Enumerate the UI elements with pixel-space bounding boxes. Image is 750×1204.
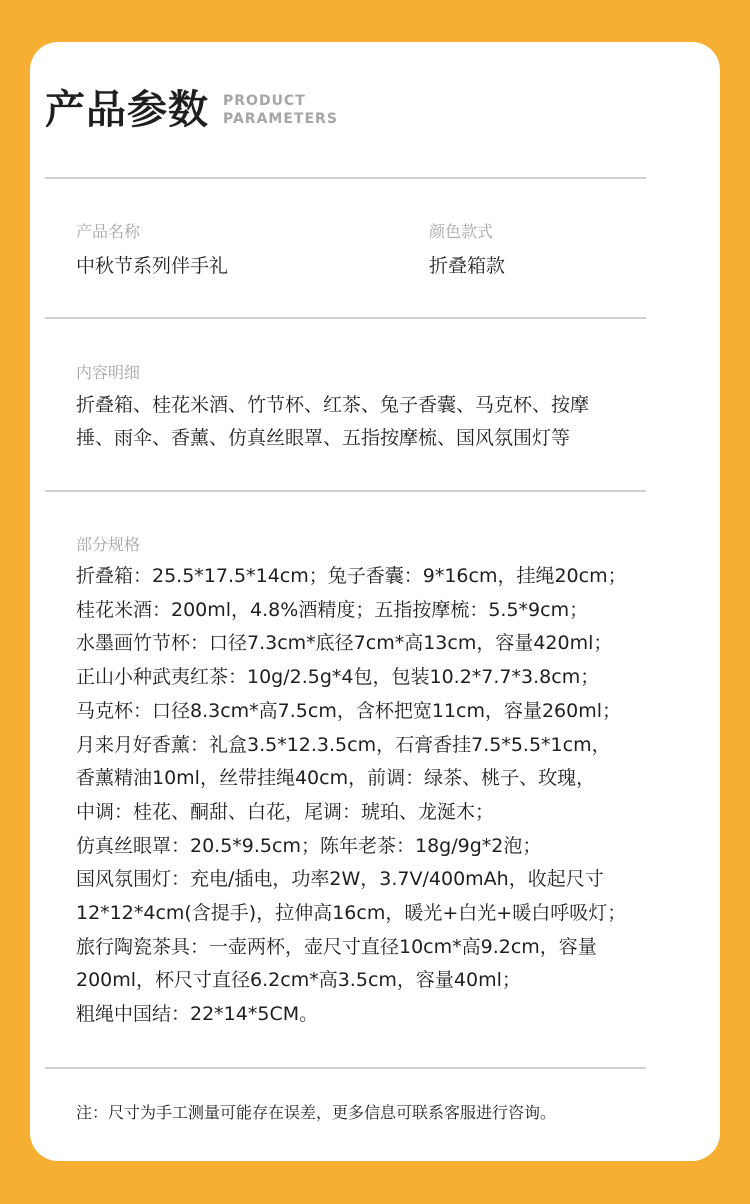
specs-line: 马克杯：口径8.3cm*高7.5cm，含杯把宽11cm，容量260ml； [76,699,622,722]
specs-line: 中调：桂花、酮甜、白花，尾调：琥珀、龙涎木； [76,800,495,823]
divider [45,317,646,319]
specs-line: 国风氛围灯：充电/插电，功率2W，3.7V/400mAh，收起尺寸 [76,868,604,891]
contents-label: 内容明细 [76,363,141,382]
page-header [45,86,338,134]
specs-text [76,560,706,1032]
subtitle-line-1: PRODUCT [223,93,306,109]
footnote: 注：尺寸为手工测量可能存在误差，更多信息可联系客服进行咨询。 [76,1103,557,1122]
contents-line: 折叠箱、桂花米酒、竹节杯、红茶、兔子香囊、马克杯、按摩 [76,394,590,416]
product-name-value: 中秋节系列伴手礼 [76,255,229,277]
divider [45,490,646,492]
contents-line: 捶、雨伞、香薰、仿真丝眼罩、五指按摩梳、国风氛围灯等 [76,427,571,449]
page-subtitle [223,92,338,128]
specs-line: 正山小种武夷红茶：10g/2.5g*4包，包装10.2*7.7*3.8cm； [76,666,600,689]
specs-line: 水墨画竹节杯：口径7.3cm*底径7cm*高13cm，容量420ml； [76,632,613,655]
specs-line: 月来月好香薰：礼盒3.5*12.3.5cm，石膏香挂7.5*5.5*1cm， [76,733,611,756]
specs-label: 部分规格 [76,535,141,554]
specs-line: 旅行陶瓷茶具：一壶两杯，壶尺寸直径10cm*高9.2cm，容量 [76,935,597,958]
specs-line: 粗绳中国结：22*14*5CM。 [76,1003,319,1026]
specs-line: 桂花米酒：200ml，4.8%酒精度；五指按摩梳：5.5*9cm； [76,598,589,621]
divider [45,177,646,179]
divider [45,1067,646,1069]
specs-line: 200ml，杯尺寸直径6.2cm*高3.5cm，容量40ml； [76,969,521,992]
specs-line: 仿真丝眼罩：20.5*9.5cm；陈年老茶：18g/9g*2泡； [76,834,542,857]
specs-line: 12*12*4cm(含提手)，拉伸高16cm，暖光+白光+暖白呼吸灯； [76,902,627,925]
page-title: 产品参数 [45,87,209,133]
subtitle-line-2: PARAMETERS [223,111,338,127]
color-style-value: 折叠箱款 [429,255,506,277]
specs-line: 折叠箱：25.5*17.5*14cm；兔子香囊：9*16cm，挂绳20cm； [76,565,627,587]
specs-line: 香薰精油10ml，丝带挂绳40cm，前调：绿茶、桃子、玫瑰， [76,767,596,790]
product-name-label: 产品名称 [76,222,141,241]
contents-text [76,389,706,455]
color-style-label: 颜色款式 [429,222,494,241]
